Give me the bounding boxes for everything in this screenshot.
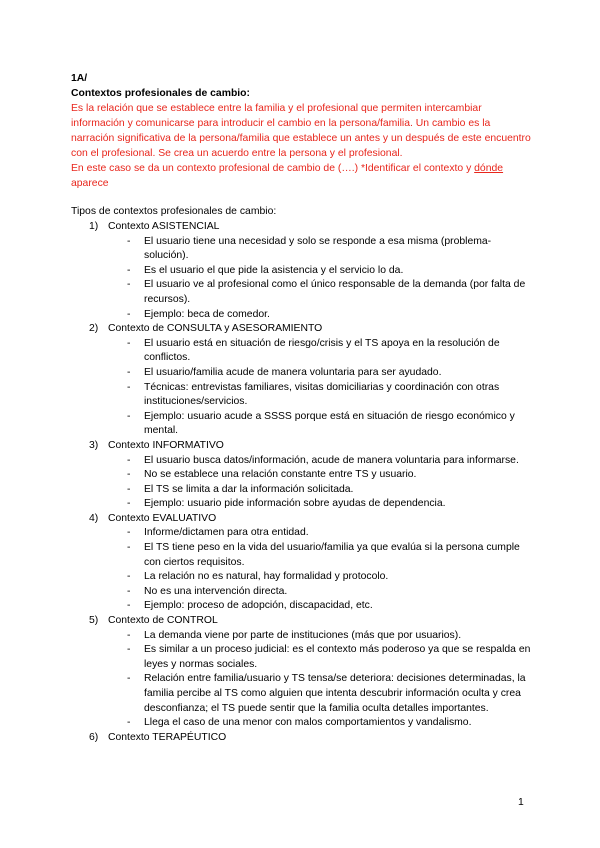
list-item xyxy=(71,599,531,614)
list-item-text: Relación entre familia/usuario y TS tensa/se deteriora: decisiones determinadas, la familia percibe al TS como alguien que intenta descubrir información oculta y crea desconfianza; el TS puede sentir que la familia oculta detalles importantes. xyxy=(144,673,526,714)
list-item xyxy=(71,278,531,307)
dash-bullet: - xyxy=(127,717,131,729)
section-number: 5) xyxy=(89,615,99,627)
list-item xyxy=(71,541,531,570)
instruction-paragraph xyxy=(71,161,531,191)
dash-bullet: - xyxy=(127,571,131,583)
list-item xyxy=(71,643,531,672)
list-item xyxy=(71,497,531,512)
section-title: Contexto TERAPÉUTICO xyxy=(108,731,227,743)
context-section xyxy=(71,614,531,731)
list-item-text: Ejemplo: beca de comedor. xyxy=(144,308,270,320)
list-item-text: No se establece una relación constante entre TS y usuario. xyxy=(144,469,417,481)
bullet-list xyxy=(71,454,531,512)
context-section xyxy=(71,220,531,322)
dash-bullet: - xyxy=(127,264,131,276)
bullet-list xyxy=(71,629,531,731)
list-intro: Tipos de contextos profesionales de cambio: xyxy=(71,206,277,217)
list-item-text: Ejemplo: usuario acude a SSSS porque está en situación de riesgo económico y mental. xyxy=(144,410,515,437)
list-item-text: El usuario ve al profesional como el único responsable de la demanda (por falta de recursos). xyxy=(144,279,526,305)
bullet-list xyxy=(71,526,531,614)
list-item xyxy=(71,410,531,439)
dash-bullet: - xyxy=(127,585,131,597)
dash-bullet: - xyxy=(127,454,131,466)
document-header xyxy=(71,71,531,191)
list-item-text: El usuario busca datos/información, acude de manera voluntaria para informarse. xyxy=(144,454,519,466)
list-item-text: Técnicas: entrevistas familiares, visitas domiciliarias y coordinación con otras instituciones/servicios. xyxy=(144,381,500,408)
list-item-text: El usuario está en situación de riesgo/crisis y el TS apoya en la resolución de conflictos. xyxy=(144,337,500,364)
list-item-text: Es el usuario el que pide la asistencia y el servicio lo da. xyxy=(144,264,404,276)
list-item xyxy=(71,366,531,381)
dash-bullet: - xyxy=(127,629,131,641)
list-item xyxy=(71,570,531,585)
context-section xyxy=(71,439,531,512)
dash-bullet: - xyxy=(127,308,131,320)
list-item-text: El usuario/familia acude de manera voluntaria para ser ayudado. xyxy=(144,366,442,378)
page-number: 1 xyxy=(518,797,524,808)
dash-bullet: - xyxy=(127,498,131,510)
section-title: Contexto de CONSULTA y ASESORAMIENTO xyxy=(108,323,323,335)
definition-paragraph: Es la relación que se establece entre la familia y el profesional que permiten intercambiar información y comunicarse para introducir el cambio en la persona/familia. Un cambio es la narración significativa de la persona/familia que establece un antes y un después de este encuentro con el profesional. Se crea un acuerdo entre la persona y el profesional. xyxy=(71,103,531,159)
list-item-text: El TS tiene peso en la vida del usuario/familia ya que evalúa si la persona cumple con ciertos requisitos. xyxy=(144,542,520,568)
list-item-text: Informe/dictamen para otra entidad. xyxy=(144,527,309,539)
bullet-list xyxy=(71,337,531,439)
list-item-text: No es una intervención directa. xyxy=(144,585,288,597)
dash-bullet: - xyxy=(127,600,131,612)
list-item xyxy=(71,235,531,264)
list-item-text: El usuario tiene una necesidad y solo se responde a esa misma (problema-solución). xyxy=(144,235,492,262)
section-title: Contexto de CONTROL xyxy=(108,615,218,627)
section-number: 6) xyxy=(89,731,99,743)
section-title: Contexto EVALUATIVO xyxy=(108,512,217,524)
list-item xyxy=(71,381,531,410)
list-item xyxy=(71,337,531,366)
context-section xyxy=(71,322,531,439)
list-item-text: El TS se limita a dar la información solicitada. xyxy=(144,483,354,495)
dash-bullet: - xyxy=(127,644,131,656)
list-item-text: Llega el caso de una menor con malos comportamientos y vandalismo. xyxy=(144,717,472,729)
section-number: 2) xyxy=(89,323,99,335)
list-item-text: La relación no es natural, hay formalidad y protocolo. xyxy=(144,571,389,583)
list-item xyxy=(71,629,531,644)
list-item xyxy=(71,308,531,323)
list-item-text: Ejemplo: proceso de adopción, discapacidad, etc. xyxy=(144,600,373,612)
dash-bullet: - xyxy=(127,410,131,422)
list-item xyxy=(71,585,531,600)
list-item xyxy=(71,454,531,469)
context-types-list xyxy=(71,220,531,745)
dash-bullet: - xyxy=(127,673,131,685)
context-section xyxy=(71,731,531,746)
list-item xyxy=(71,672,531,716)
section-title: Contexto ASISTENCIAL xyxy=(108,221,220,232)
dash-bullet: - xyxy=(127,279,131,291)
dash-bullet: - xyxy=(127,469,131,481)
list-item-text: Es similar a un proceso judicial: es el contexto más poderoso ya que se respalda en leyes y normas sociales. xyxy=(144,644,531,670)
section-number: 3) xyxy=(89,439,99,451)
page-title: Contextos profesionales de cambio: xyxy=(71,88,250,99)
dash-bullet: - xyxy=(127,366,131,378)
list-item-text: La demanda viene por parte de instituciones (más que por usuarios). xyxy=(144,629,462,641)
list-item xyxy=(71,716,531,731)
section-number: 1) xyxy=(89,221,99,232)
instruction-text: En este caso se da un contexto profesional de cambio de (….) *Identificar el contexto y xyxy=(71,163,475,174)
dash-bullet: - xyxy=(127,542,131,554)
instruction-underlined-word: dónde xyxy=(474,163,504,174)
dash-bullet: - xyxy=(127,527,131,539)
instruction-text-end: aparece xyxy=(71,178,109,189)
section-label: 1A/ xyxy=(71,73,88,84)
list-item-text: Ejemplo: usuario pide información sobre ayudas de dependencia. xyxy=(144,498,446,510)
list-item xyxy=(71,483,531,498)
dash-bullet: - xyxy=(127,381,131,393)
list-item xyxy=(71,526,531,541)
list-item xyxy=(71,264,531,279)
dash-bullet: - xyxy=(127,235,131,247)
list-item xyxy=(71,468,531,483)
section-number: 4) xyxy=(89,512,99,524)
bullet-list xyxy=(71,235,531,323)
context-section xyxy=(71,512,531,614)
dash-bullet: - xyxy=(127,483,131,495)
dash-bullet: - xyxy=(127,337,131,349)
section-title: Contexto INFORMATIVO xyxy=(108,439,224,451)
